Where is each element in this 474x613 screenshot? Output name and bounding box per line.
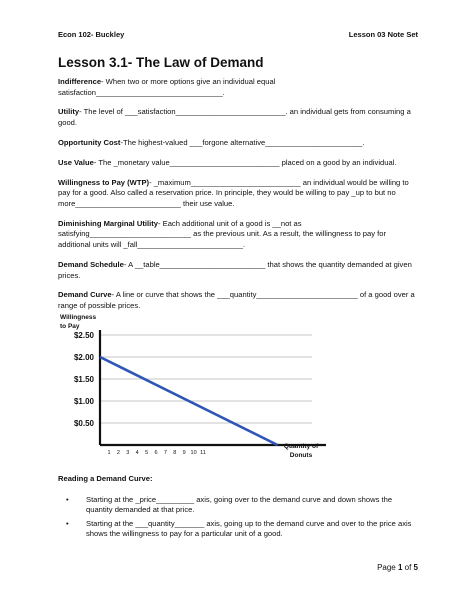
bullet-icon: •	[66, 494, 69, 504]
x-tick-label: 10	[190, 450, 197, 456]
term: Demand Schedule	[58, 259, 124, 269]
x-tick-label: 9	[182, 450, 186, 456]
reading-heading: Reading a Demand Curve:	[58, 474, 153, 483]
term: Opportunity Cost	[58, 137, 121, 147]
definition-text: - A __table_________________________ that shows the quantity demanded at given prices.	[58, 259, 412, 280]
page-footer	[377, 563, 418, 572]
definition-utility	[58, 107, 418, 128]
y-tick-label: $1.50	[73, 375, 94, 384]
x-tick-label: 3	[126, 450, 130, 456]
list-item-text: Starting at the ___quantity_______ axis, going up to the demand curve and over to the price axis shows the willingness to pay for a particular unit of a good.	[86, 518, 412, 539]
y-tick-label: $0.50	[73, 419, 94, 428]
definition-indifference	[58, 77, 418, 98]
reading-bullet-list	[58, 495, 418, 540]
term: Demand Curve	[58, 290, 112, 300]
x-tick-label: 11	[200, 450, 206, 456]
term: Diminishing Marginal Utility	[58, 218, 158, 228]
term: Use Value	[58, 157, 94, 167]
y-axis-label-line-2: to Pay	[60, 323, 80, 330]
reading-demand-curve-section	[58, 474, 418, 543]
x-tick-label: 8	[173, 450, 177, 456]
list-item	[58, 519, 418, 540]
definition-demand-curve	[58, 290, 418, 311]
bullet-icon: •	[66, 518, 69, 528]
x-tick-label: 7	[163, 450, 167, 456]
x-tick-label: 5	[145, 450, 149, 456]
list-item	[58, 495, 418, 516]
page-total: 5	[413, 563, 418, 572]
lesson-title: Lesson 3.1- The Law of Demand	[58, 55, 264, 70]
x-axis-label-line-2: Donuts	[289, 452, 313, 459]
term: Indifference	[58, 77, 102, 86]
note-set-header: Lesson 03 Note Set	[348, 30, 418, 39]
x-tick-label: 2	[116, 450, 120, 456]
page-number: 1	[397, 563, 403, 572]
course-header: Econ 102- Buckley	[58, 30, 125, 39]
definition-demand-schedule	[58, 260, 418, 281]
definition-text: - Each additional unit of a good is __not as satisfying________________________ as the previous unit. As a result, the willingness to pay for additional units will _fall_________________________.	[58, 218, 387, 250]
y-tick-label: $2.00	[73, 353, 94, 362]
definition-willingness-to-pay	[58, 178, 418, 210]
definition-opportunity-cost	[58, 138, 418, 149]
definition-text: - A line or curve that shows the ___quantity________________________ of a good over a range of possible prices.	[58, 290, 415, 310]
page-of: of	[402, 563, 414, 572]
term: Utility	[58, 107, 80, 117]
definition-text: -The highest-valued ___forgone alternative_______________________.	[120, 137, 365, 147]
definitions-list	[58, 77, 418, 321]
y-axis-label-line-1: Willingness	[60, 314, 97, 321]
page-prefix: Page	[377, 563, 398, 572]
definition-text: - The level of ___satisfaction__________________________. an individual gets from consuming a good.	[58, 107, 411, 128]
x-axis-label-line-1: Quantity of	[283, 443, 319, 450]
term: Willingness to Pay (WTP)	[58, 177, 150, 187]
list-item-text: Starting at the _price_________ axis, going over to the demand curve and down shows the quantity demanded at that price.	[86, 494, 393, 515]
definition-text: - _maximum__________________________ an individual would be willing to pay for a good. Also called a reservation price. In principle, they would be willing to pay _up to but no more_________________________ their use value.	[58, 177, 409, 208]
x-tick-label: 4	[135, 450, 139, 456]
y-tick-label: $1.00	[73, 397, 94, 406]
demand-curve-chart	[54, 310, 334, 470]
definition-use-value	[58, 158, 418, 169]
x-tick-label: 6	[154, 450, 158, 456]
definition-text: - The _monetary value__________________________ placed on a good by an individual.	[93, 157, 397, 167]
x-tick-label: 1	[107, 450, 111, 456]
definition-text: - When two or more options give an individual equal satisfaction______________________________.	[58, 77, 276, 97]
y-tick-label: $2.50	[73, 331, 94, 340]
definition-diminishing-marginal-utility	[58, 219, 418, 251]
